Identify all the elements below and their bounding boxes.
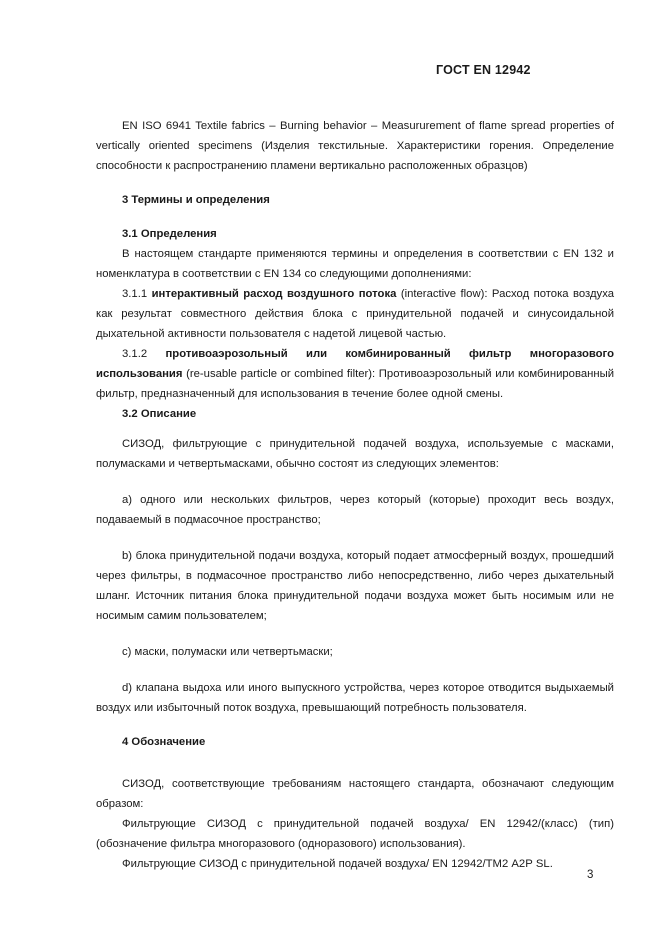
section-4-heading: 4 Обозначение — [122, 736, 206, 748]
definition-3-1-1-number: 3.1.1 — [122, 288, 148, 300]
list-item-a: a) одного или нескольких фильтров, через который (которые) проходит весь воздух, подаваемый в подмасочное пространство; — [96, 494, 614, 526]
definition-3-1-2-term: противоаэрозольный или комбинированный фильтр многоразового использования — [96, 348, 614, 380]
standard-header: ГОСТ EN 12942 — [436, 63, 531, 77]
page-number: 3 — [587, 869, 594, 881]
iso-reference-paragraph: EN ISO 6941 Textile fabrics – Burning behavior – Measururement of flame spread properties of vertically oriented specimens (Изделия текстильные. Характеристики горения. Определение способности к распространению пламени вертикально расположенных образцов) — [96, 120, 614, 172]
list-item-d: d) клапана выдоха или иного выпускного устройства, через которое отводится выдыхаемый воздух или избыточный поток воздуха, превышающий потребность пользователя. — [96, 682, 614, 714]
definition-3-1-1-text: (interactive flow): Расход потока воздуха как результат совместного действия блока с принудительной подачей и синусоидальной дыхательной активности пользователя с надетой лицевой частью. — [96, 288, 614, 340]
list-item-c: c) маски, полумаски или четвертьмаски; — [122, 646, 333, 658]
document-body — [96, 116, 614, 874]
definition-3-1-2 — [96, 344, 614, 404]
section-4-text: СИЗОД, соответствующие требованиям настоящего стандарта, обозначают следующим образом: — [96, 778, 614, 810]
definition-3-1-2-number: 3.1.2 — [122, 348, 148, 360]
section-3-1-text: В настоящем стандарте применяются термины и определения в соответствии с EN 132 и номенклатура в соответствии с EN 134 со следующими дополнениями: — [96, 248, 614, 280]
designation-format: Фильтрующие СИЗОД с принудительной подачей воздуха/ EN 12942/(класс) (тип) (обозначение фильтра многоразового (одноразового) использования). — [96, 818, 614, 850]
definition-3-1-2-text: (re-usable particle or combined filter): Противоаэрозольный или комбинированный фильтр, предназначенный для использования в течение более одной смены. — [96, 368, 615, 400]
definition-3-1-1-term: интерактивный расход воздушного потока — [151, 288, 397, 300]
definition-3-1-1 — [96, 284, 614, 344]
designation-example: Фильтрующие СИЗОД с принудительной подачей воздуха/ EN 12942/ТМ2 А2Р SL. — [122, 858, 553, 870]
section-3-2-text: СИЗОД, фильтрующие с принудительной подачей воздуха, используемые с масками, полумасками и четвертьмасками, обычно состоят из следующих элементов: — [96, 438, 614, 470]
section-3-1-heading: 3.1 Определения — [122, 228, 217, 240]
list-item-b: b) блока принудительной подачи воздуха, который подает атмосферный воздух, прошедший через фильтры, в подмасочное пространство либо непосредственно, либо через дыхательный шланг. Источник питания блока принудительной подачи воздуха может быть носимым или не носимым самим пользователем; — [96, 550, 614, 622]
section-3-2-heading: 3.2 Описание — [122, 408, 197, 420]
section-3-heading: 3 Термины и определения — [122, 194, 270, 206]
